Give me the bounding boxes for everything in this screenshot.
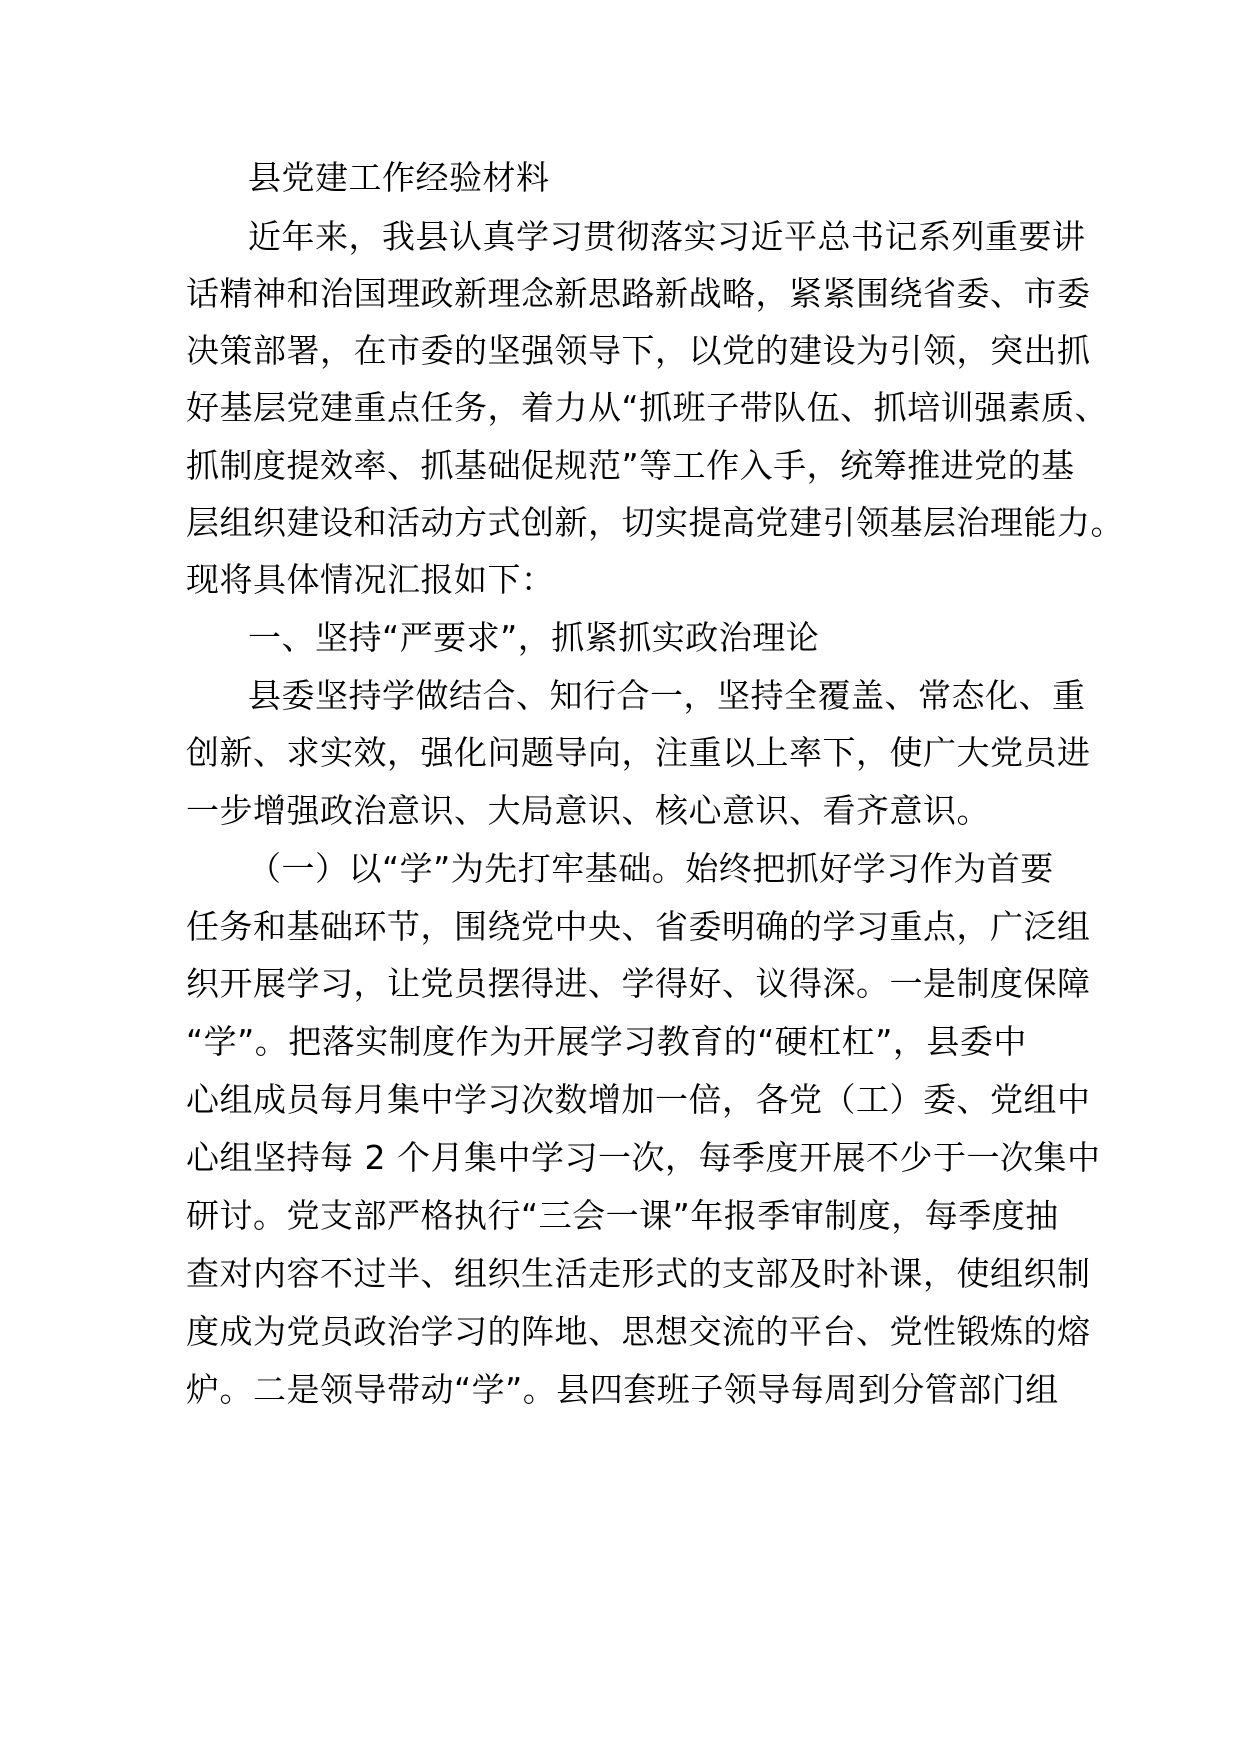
paragraph-line: 近年来，我县认真学习贯彻落实习近平总书记系列重要讲 (248, 217, 1086, 256)
document-title: 县党建工作经验材料 (248, 158, 550, 197)
paragraph-line: 炉。二是领导带动“学”。县四套班子领导每周到分管部门组 (186, 1370, 1059, 1409)
paragraph-line: 任务和基础环节，围绕党中央、省委明确的学习重点，广泛组 (186, 907, 1091, 946)
paragraph-line: 抓制度提效率、抓基础促规范”等工作入手，统筹推进党的基 (186, 446, 1075, 485)
paragraph-line: 好基层党建重点任务，着力从“抓班子带队伍、抓培训强素质、 (186, 388, 1109, 427)
paragraph-line: 层组织建设和活动方式创新，切实提高党建引领基层治理能力。 (186, 503, 1124, 542)
paragraph-line: 决策部署，在市委的坚强领导下，以党的建设为引领，突出抓 (186, 331, 1091, 370)
paragraph-line: （一）以“学”为先打牢基础。始终把抓好学习作为首要 (248, 849, 1054, 888)
paragraph-line: 度成为党员政治学习的阵地、思想交流的平台、党性锻炼的熔 (186, 1312, 1091, 1351)
paragraph-line: 织开展学习，让党员摆得进、学得好、议得深。一是制度保障 (186, 964, 1091, 1003)
paragraph-line: 话精神和治国理政新理念新思路新战略，紧紧围绕省委、市委 (186, 274, 1091, 313)
paragraph-line: 查对内容不过半、组织生活走形式的支部及时补课，使组织制 (186, 1254, 1091, 1293)
paragraph-line: 县委坚持学做结合、知行合一，坚持全覆盖、常态化、重 (248, 676, 1086, 715)
paragraph-line: 心组坚持每 2 个月集中学习一次，每季度开展不少于一次集中 (186, 1138, 1101, 1177)
paragraph-line: 研讨。党支部严格执行“三会一课”年报季审制度，每季度抽 (186, 1196, 1059, 1235)
paragraph-line: 心组成员每月集中学习次数增加一倍，各党（工）委、党组中 (186, 1080, 1091, 1119)
paragraph-line: 创新、求实效，强化问题导向，注重以上率下，使广大党员进 (186, 733, 1091, 772)
paragraph-line: “学”。把落实制度作为开展学习教育的“硬杠杠”，县委中 (186, 1022, 1027, 1061)
paragraph-line: 一步增强政治意识、大局意识、核心意识、看齐意识。 (186, 791, 990, 830)
paragraph-line: 现将具体情况汇报如下： (186, 560, 555, 599)
section-heading: 一、坚持“严要求”，抓紧抓实政治理论 (248, 618, 820, 657)
